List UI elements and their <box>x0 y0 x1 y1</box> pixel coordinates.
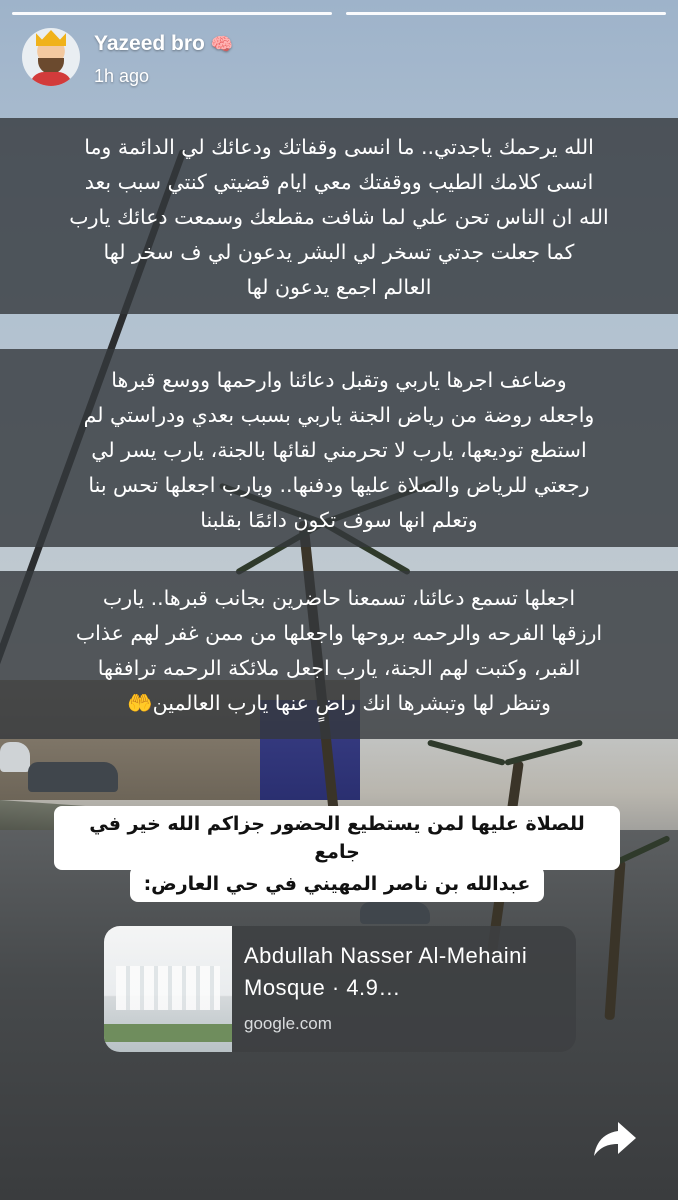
location-label <box>54 806 620 895</box>
caption-line: استطع توديعها، يارب لا تحرمني لقائها بالجنة، يارب يسر لي <box>91 438 587 462</box>
label-line: للصلاة عليها لمن يستطيع الحضور جزاكم الله خير في جامع <box>54 806 620 870</box>
username[interactable] <box>94 32 233 56</box>
caption-line: واجعله روضة من رياض الجنة ياربي بسبب بعدي ودراستي لم <box>83 403 595 427</box>
crown-icon <box>36 30 66 46</box>
brain-icon: 🧠 <box>210 34 234 54</box>
caption-line: وتعلم انها سوف تكون دائمًا بقلبنا <box>200 508 478 532</box>
caption-line: وتنظر لها وتبشرها انك راضٍ عنها يارب العالمين🤲 <box>127 691 551 715</box>
caption-block <box>0 118 678 314</box>
link-domain: google.com <box>244 1014 332 1033</box>
caption-line: الله ان الناس تحن علي لما شافت مقطعك وسمعت دعائك يارب <box>69 205 609 229</box>
thumbnail-floor <box>104 1024 232 1042</box>
caption-line: انسى كلامك الطيب ووقفتك معي ايام قضيتي كنتي سبب بعد <box>84 170 594 194</box>
caption-line: اجعلها تسمع دعائنا، تسمعنا حاضرين بجانب قبرها.. يارب <box>102 586 576 610</box>
caption-line: القبر، وكتبت لهم الجنة، يارب اجعل ملائكة الرحمه ترافقها <box>97 656 581 680</box>
caption-line: رجعتي للرياض والصلاة عليها ودفنها.. ويارب اجعلها تحس بنا <box>88 473 590 497</box>
label-line: عبدالله بن ناصر المهيني في حي العارض: <box>130 866 545 902</box>
avatar-shirt <box>30 72 72 86</box>
mosque-thumbnail-image <box>104 926 232 1052</box>
link-card[interactable] <box>104 926 576 1052</box>
story-progress-segment <box>12 12 332 15</box>
caption-line: العالم اجمع يدعون لها <box>246 275 432 299</box>
car <box>28 762 118 792</box>
caption-line: وضاعف اجرها ياربي وتقبل دعائنا وارحمها ووسع قبرها <box>111 368 567 392</box>
username-text: Yazeed bro <box>94 32 205 55</box>
link-title: Abdullah Nasser Al-Mehaini Mosque · 4.9… <box>244 943 528 1000</box>
car <box>0 742 30 772</box>
car <box>360 902 430 924</box>
caption-line: الله يرحمك ياجدتي.. ما انسى وقفاتك ودعائك لي الدائمة وما <box>84 135 594 159</box>
caption-block <box>0 571 678 739</box>
story-progress-segment <box>346 12 666 15</box>
caption-line: كما جعلت جدتي تسخر لي البشر يدعون لي ف سخر لها <box>103 240 575 264</box>
post-time: 1h ago <box>94 66 150 86</box>
caption-line: ارزقها الفرحه والرحمه بروحها واجعلها من ممن غفر لهم عذاب <box>75 621 603 645</box>
thumbnail-hall <box>116 966 220 1010</box>
caption-block <box>0 349 678 547</box>
story-header <box>22 28 662 92</box>
share-arrow-icon[interactable] <box>592 1114 638 1160</box>
avatar[interactable] <box>22 28 80 86</box>
